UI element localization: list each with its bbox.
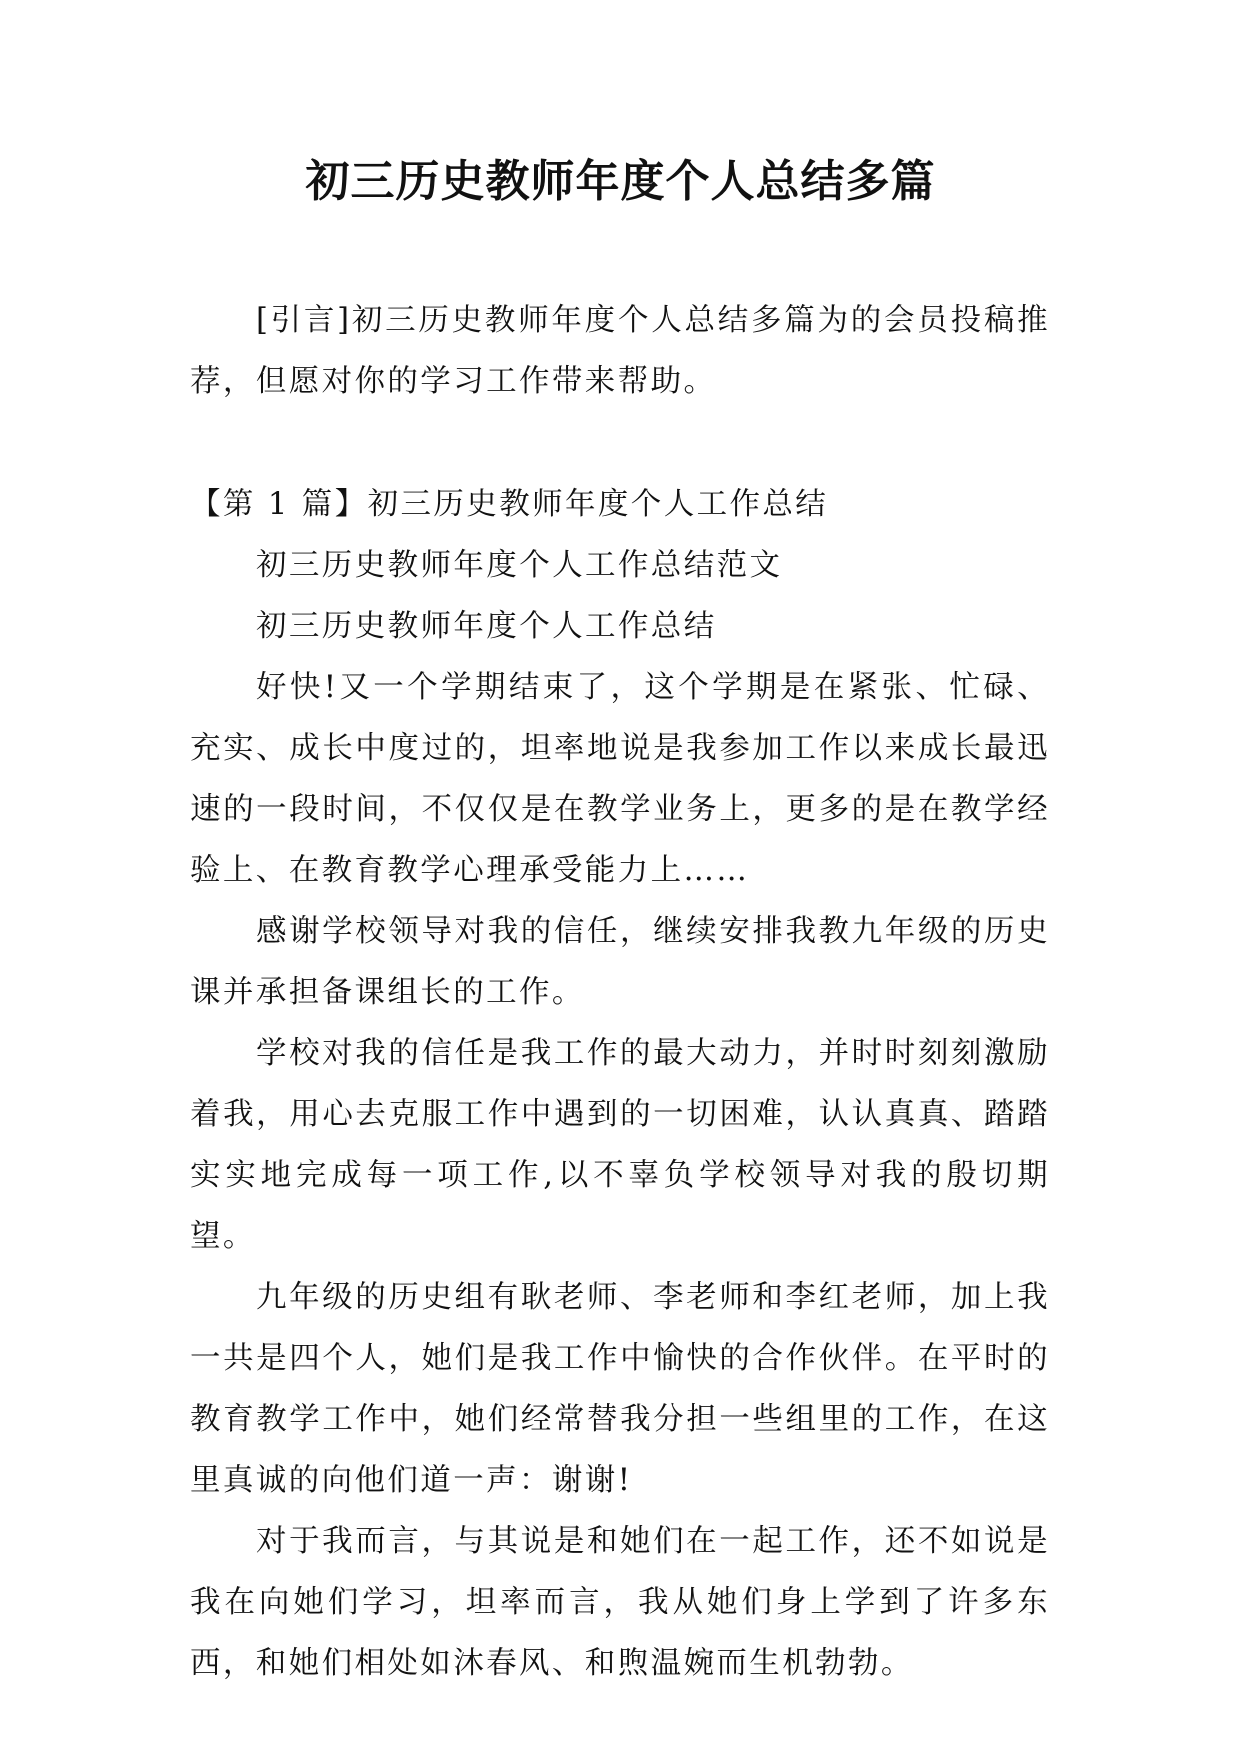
document-body bbox=[190, 290, 1050, 1694]
body-paragraph: 对于我而言，与其说是和她们在一起工作，还不如说是我在向她们学习，坦率而言，我从她们身上学到了许多东西，和她们相处如沐春风、和煦温婉而生机勃勃。 bbox=[190, 1524, 1050, 1681]
section-heading: 【第 1 篇】初三历史教师年度个人工作总结 bbox=[190, 487, 829, 522]
subtitle-2: 初三历史教师年度个人工作总结 bbox=[256, 609, 717, 644]
document-title: 初三历史教师年度个人总结多篇 bbox=[305, 156, 936, 207]
subtitle-1: 初三历史教师年度个人工作总结范文 bbox=[256, 548, 783, 583]
intro-paragraph: [引言]初三历史教师年度个人总结多篇为的会员投稿推荐，但愿对你的学习工作带来帮助。 bbox=[190, 303, 1050, 399]
body-paragraph: 九年级的历史组有耿老师、李老师和李红老师，加上我一共是四个人，她们是我工作中愉快的合作伙伴。在平时的教育教学工作中，她们经常替我分担一些组里的工作，在这里真诚的向他们道一声：谢谢! bbox=[190, 1280, 1050, 1498]
body-paragraph: 学校对我的信任是我工作的最大动力，并时时刻刻激励着我，用心去克服工作中遇到的一切困难，认认真真、踏踏实实地完成每一项工作,以不辜负学校领导对我的殷切期望。 bbox=[190, 1036, 1050, 1254]
body-paragraph: 好快!又一个学期结束了，这个学期是在紧张、忙碌、充实、成长中度过的，坦率地说是我参加工作以来成长最迅速的一段时间，不仅仅是在教学业务上，更多的是在教学经验上、在教育教学心理承受能力上…… bbox=[190, 670, 1050, 888]
body-paragraph: 感谢学校领导对我的信任，继续安排我教九年级的历史课并承担备课组长的工作。 bbox=[190, 914, 1050, 1010]
